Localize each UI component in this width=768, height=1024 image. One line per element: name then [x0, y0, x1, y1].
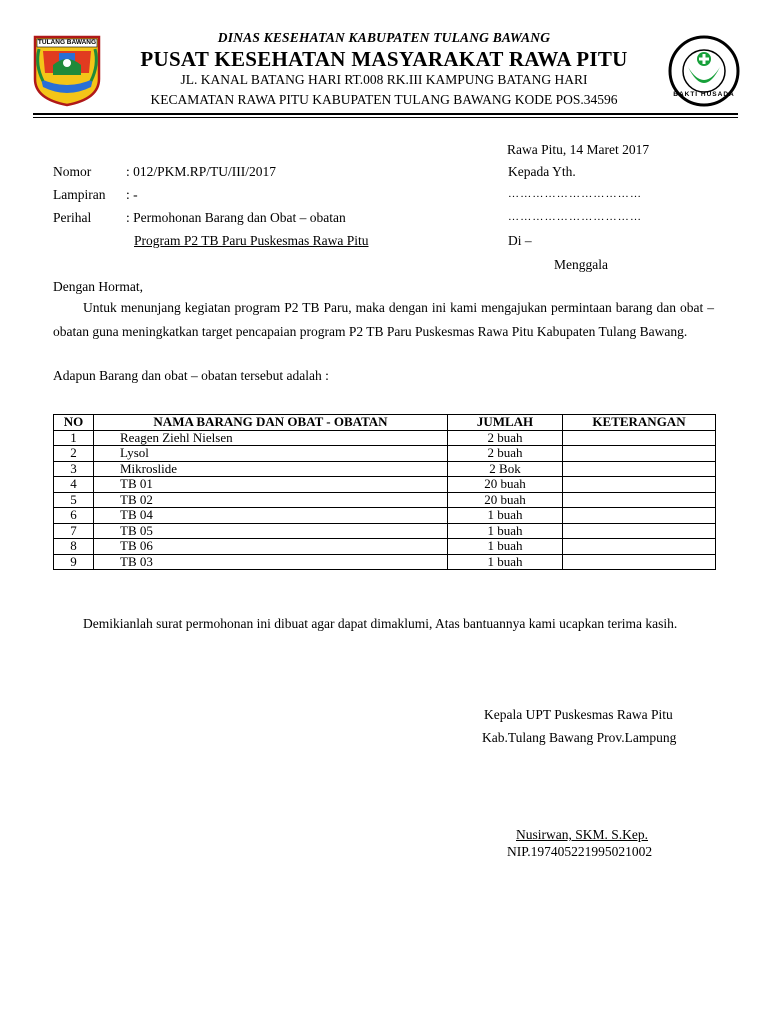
table-row	[54, 446, 716, 462]
lampiran-label: Lampiran	[53, 187, 106, 202]
address-line-2: KECAMATAN RAWA PITU KABUPATEN TULANG BAWANG KODE POS.34596	[150, 92, 618, 107]
nomor-value: : 012/PKM.RP/TU/III/2017	[126, 164, 277, 179]
header-rule-thin	[33, 117, 738, 118]
organization-title: PUSAT KESEHATAN MASYARAKAT RAWA PITU	[140, 47, 628, 71]
row-nama: Mikroslide	[94, 461, 448, 477]
place-date: Rawa Pitu, 14 Maret 2017	[507, 142, 650, 157]
signature-position-1: Kepala UPT Puskesmas Rawa Pitu	[484, 707, 673, 722]
recipient-line-2: ……………………………	[508, 211, 643, 223]
row-nama: Lysol	[94, 446, 448, 462]
items-table	[53, 414, 716, 570]
perihal-label: Perihal	[53, 210, 92, 225]
di-label: Di –	[508, 233, 532, 248]
row-nama: TB 06	[94, 539, 448, 555]
row-nama: Reagen Ziehl Nielsen	[94, 430, 448, 446]
closing-paragraph: Demikianlah surat permohonan ini dibuat agar dapat dimaklumi, Atas bantuannya kami ucapkan terima kasih.	[83, 616, 678, 631]
row-no: 9	[54, 554, 94, 570]
row-jumlah: 1 buah	[448, 554, 563, 570]
row-no: 2	[54, 446, 94, 462]
row-keterangan	[563, 554, 716, 570]
row-keterangan	[563, 492, 716, 508]
row-no: 4	[54, 477, 94, 493]
table-row	[54, 554, 716, 570]
left-logo-label: TULANG BAWANG	[37, 39, 97, 46]
perihal-value: : Permohonan Barang dan Obat – obatan	[126, 210, 346, 225]
table-row	[54, 477, 716, 493]
recipient-label: Kepada Yth.	[508, 164, 576, 179]
row-jumlah: 2 Bok	[448, 461, 563, 477]
row-no: 5	[54, 492, 94, 508]
header-jumlah: JUMLAH	[448, 415, 563, 431]
address-line-1: JL. KANAL BATANG HARI RT.008 RK.III KAMPUNG BATANG HARI	[180, 72, 588, 87]
recipient-city: Menggala	[554, 257, 608, 272]
row-jumlah: 20 buah	[448, 477, 563, 493]
row-keterangan	[563, 539, 716, 555]
greeting: Dengan Hormat,	[53, 279, 143, 294]
row-jumlah: 2 buah	[448, 446, 563, 462]
row-keterangan	[563, 446, 716, 462]
table-row	[54, 430, 716, 446]
table-row	[54, 461, 716, 477]
row-no: 6	[54, 508, 94, 524]
row-jumlah: 1 buah	[448, 523, 563, 539]
signatory-name: Nusirwan, SKM. S.Kep.	[516, 827, 649, 842]
right-logo-label: BAKTI HUSADA	[673, 91, 735, 98]
row-nama: TB 04	[94, 508, 448, 524]
nomor-label: Nomor	[53, 164, 92, 179]
row-keterangan	[563, 430, 716, 446]
row-nama: TB 01	[94, 477, 448, 493]
row-nama: TB 03	[94, 554, 448, 570]
table-header-row	[54, 415, 716, 431]
table-row	[54, 508, 716, 524]
row-no: 1	[54, 430, 94, 446]
row-nama: TB 02	[94, 492, 448, 508]
agency-name: DINAS KESEHATAN KABUPATEN TULANG BAWANG	[217, 30, 551, 45]
header-nama: NAMA BARANG DAN OBAT - OBATAN	[94, 415, 448, 431]
table-row	[54, 523, 716, 539]
row-jumlah: 2 buah	[448, 430, 563, 446]
recipient-line-1: ……………………………	[508, 188, 643, 200]
header-no: NO	[54, 415, 94, 431]
table-row	[54, 492, 716, 508]
signature-position-2: Kab.Tulang Bawang Prov.Lampung	[482, 730, 677, 745]
row-no: 8	[54, 539, 94, 555]
header-keterangan: KETERANGAN	[563, 415, 716, 431]
perihal-value-program: Program P2 TB Paru Puskesmas Rawa Pitu	[134, 233, 369, 248]
body-paragraph: Untuk menunjang kegiatan program P2 TB Paru, maka dengan ini kami mengajukan permintaan barang dan obat – obatan guna meningkatkan target pencapaian program P2 TB Paru Puskesmas Rawa Pitu Kabupaten Tulang Bawang.	[53, 300, 714, 339]
row-jumlah: 1 buah	[448, 539, 563, 555]
table-row	[54, 539, 716, 555]
header-rule-thick	[33, 113, 738, 115]
row-keterangan	[563, 523, 716, 539]
row-jumlah: 20 buah	[448, 492, 563, 508]
row-keterangan	[563, 461, 716, 477]
row-no: 3	[54, 461, 94, 477]
row-keterangan	[563, 477, 716, 493]
row-no: 7	[54, 523, 94, 539]
row-nama: TB 05	[94, 523, 448, 539]
signatory-nip: NIP.197405221995021002	[507, 844, 653, 859]
row-keterangan	[563, 508, 716, 524]
row-jumlah: 1 buah	[448, 508, 563, 524]
lampiran-value: : -	[126, 187, 138, 202]
list-intro: Adapun Barang dan obat – obatan tersebut adalah :	[53, 368, 329, 383]
